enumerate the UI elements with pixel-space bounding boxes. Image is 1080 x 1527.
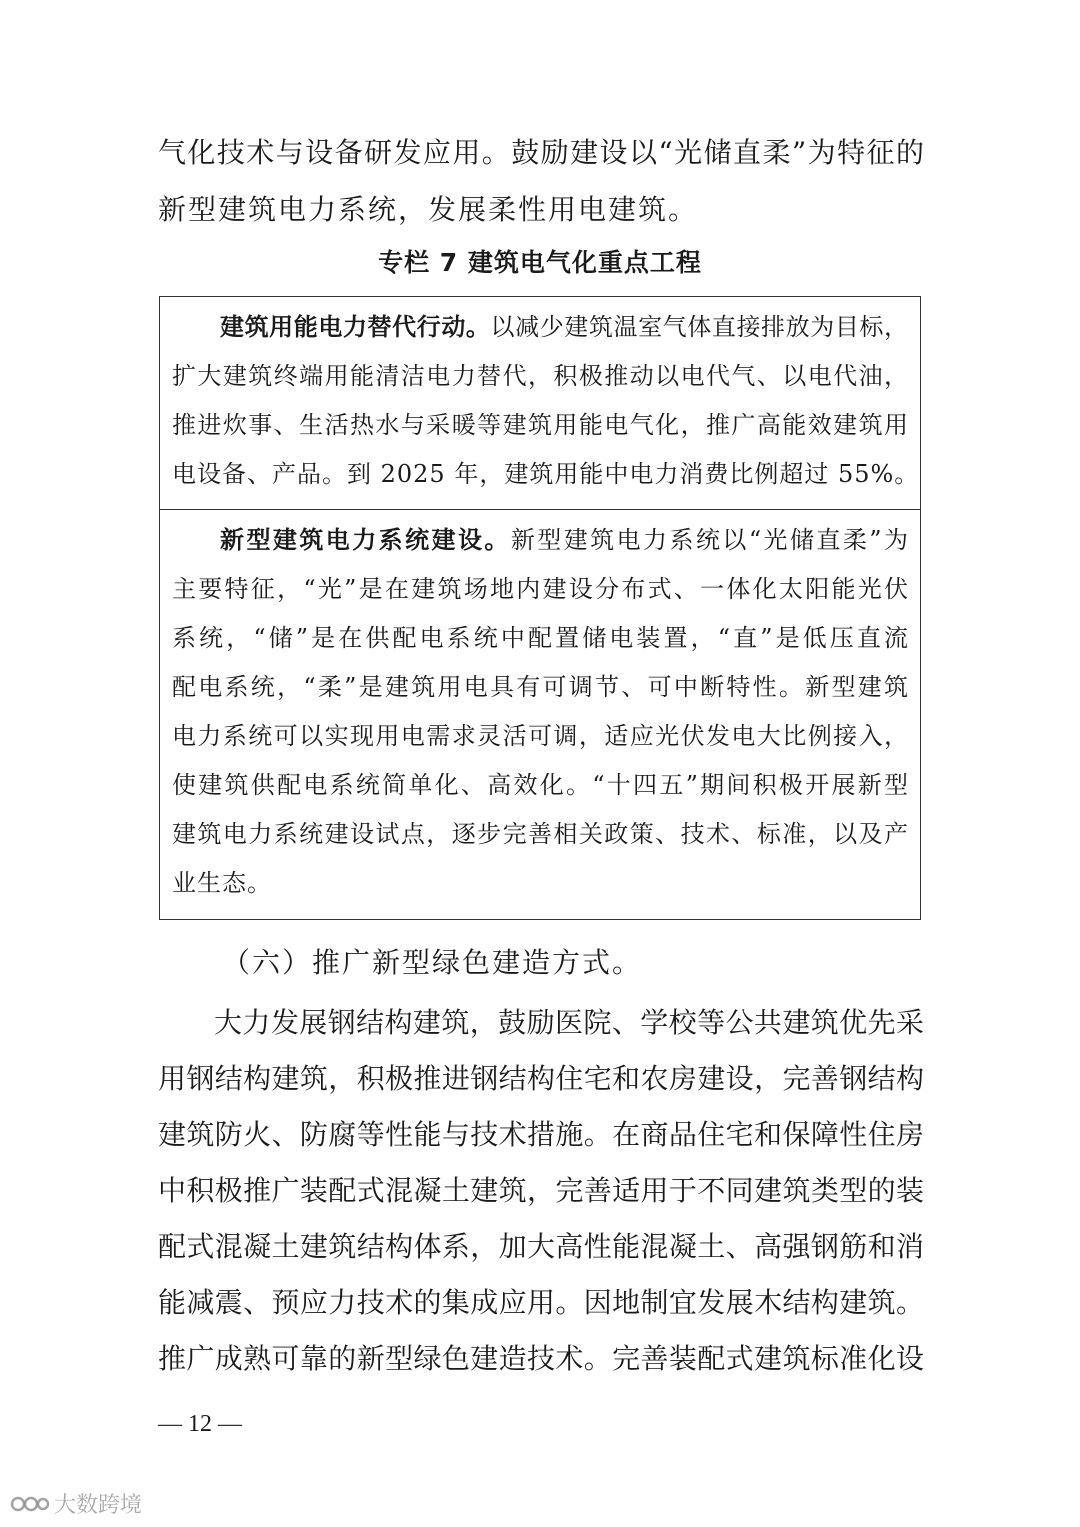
watermark-logo-icon bbox=[10, 1491, 50, 1517]
section-line-4: 中积极推广装配式混凝土建筑，完善适用于不同建筑类型的装 bbox=[158, 1174, 924, 1207]
intro-line-1: 气化技术与设备研发应用。鼓励建设以“光储直柔”为特征的 bbox=[158, 136, 924, 169]
section-line-5: 配式混凝土建筑结构体系，加大高性能混凝土、高强钢筋和消 bbox=[158, 1230, 924, 1263]
box2-line-3: 系统，“储”是在供配电系统中配置储电装置，“直”是低压直流 bbox=[172, 624, 908, 652]
page-number-value: 12 bbox=[188, 1411, 212, 1437]
page-dash-left: — bbox=[158, 1411, 182, 1437]
box1-line-3: 推进炊事、生活热水与采暖等建筑用能电气化，推广高能效建筑用 bbox=[172, 411, 908, 439]
box1-line-4: 电设备、产品。到 2025 年，建筑用能中电力消费比例超过 55%。 bbox=[172, 460, 920, 488]
watermark bbox=[10, 1488, 142, 1519]
watermark-text: 大数跨境 bbox=[54, 1493, 143, 1518]
box2-line-7: 建筑电力系统建设试点，逐步完善相关政策、技术、标准，以及产 bbox=[172, 820, 908, 848]
section-line-2: 用钢结构建筑，积极推进钢结构住宅和农房建设，完善钢结构 bbox=[158, 1062, 924, 1095]
box1-heading: 建筑用能电力替代行动。 bbox=[220, 313, 491, 341]
box1-line-1-text: 以减少建筑温室气体直接排放为目标， bbox=[490, 313, 909, 341]
box2-line-4: 配电系统，“柔”是建筑用电具有可调节、可中断特性。新型建筑 bbox=[172, 673, 908, 701]
section-line-3: 建筑防火、防腐等性能与技术措施。在商品住宅和保障性住房 bbox=[158, 1118, 924, 1151]
box2-line-1-text: 新型建筑电力系统以“光储直柔”为 bbox=[510, 526, 909, 554]
box2-line-8: 业生态。 bbox=[172, 869, 272, 897]
box1-line-1 bbox=[220, 309, 908, 345]
column-box-electricity-substitution bbox=[159, 296, 921, 510]
section-title: （六）推广新型绿色建造方式。 bbox=[222, 946, 643, 979]
box2-line-2: 主要特征，“光”是在建筑场地内建设分布式、一体化太阳能光伏 bbox=[172, 575, 908, 603]
page-number bbox=[158, 1409, 242, 1439]
box2-line-5: 电力系统可以实现用电需求灵活可调，适应光伏发电大比例接入， bbox=[172, 722, 908, 750]
section-line-1: 大力发展钢结构建筑，鼓励医院、学校等公共建筑优先采 bbox=[214, 1006, 924, 1039]
box2-heading: 新型建筑电力系统建设。 bbox=[220, 526, 511, 554]
column-title: 专栏 7 建筑电气化重点工程 bbox=[378, 248, 702, 277]
section-line-7: 推广成熟可靠的新型绿色建造技术。完善装配式建筑标准化设 bbox=[158, 1342, 924, 1375]
box2-line-1 bbox=[220, 522, 908, 558]
intro-line-2: 新型建筑电力系统，发展柔性用电建筑。 bbox=[158, 193, 699, 226]
column-box-new-power-system bbox=[159, 509, 921, 920]
box2-line-6: 使建筑供配电系统简单化、高效化。“十四五”期间积极开展新型 bbox=[172, 771, 908, 799]
page-dash-right: — bbox=[218, 1411, 242, 1437]
box1-line-2: 扩大建筑终端用能清洁电力替代，积极推动以电代气、以电代油， bbox=[172, 362, 908, 390]
section-line-6: 能减震、预应力技术的集成应用。因地制宜发展木结构建筑。 bbox=[158, 1286, 924, 1319]
